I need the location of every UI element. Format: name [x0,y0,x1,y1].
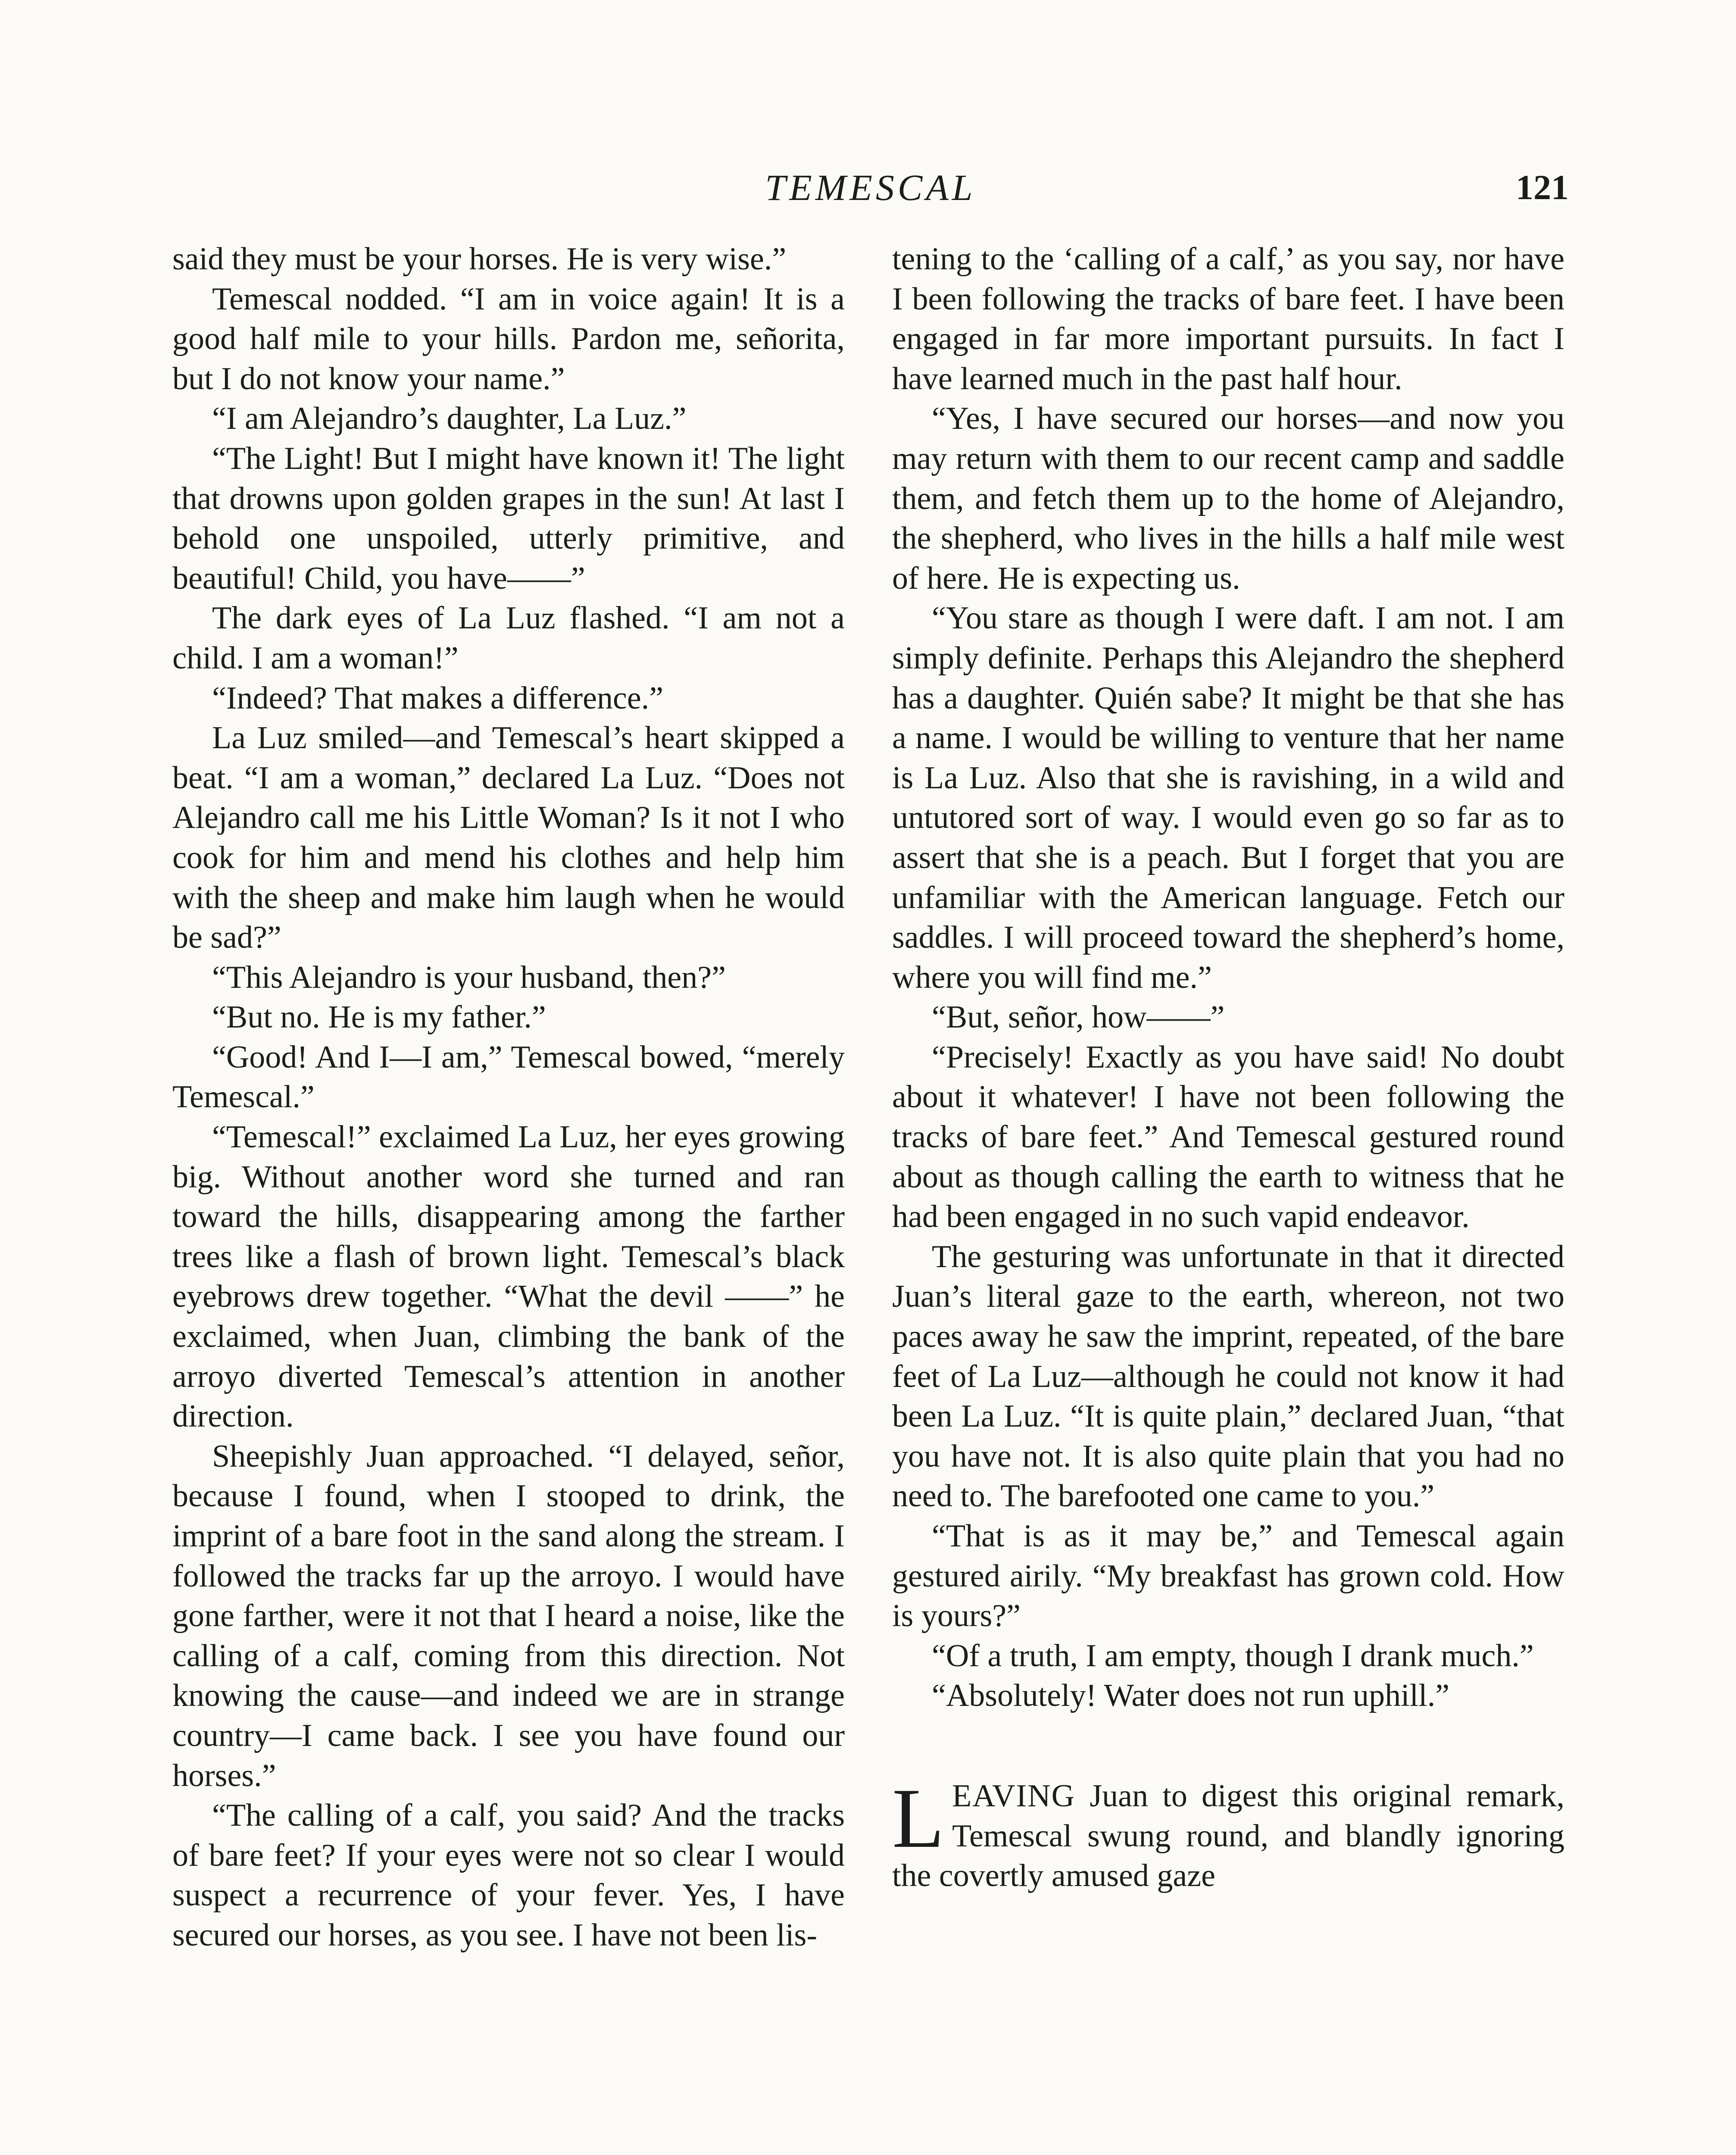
right-column [892,239,1564,1896]
paragraph: “Of a truth, I am empty, though I drank much.” [932,1638,1534,1674]
section-opening-paragraph [892,1771,1564,1896]
paragraph: tening to the ‘calling of a calf,’ as you say, nor have I been following the tracks of bare feet. I have been engaged in far more important pursuits. In fact I have learned much in the past half hour. [892,241,1564,397]
paragraph: “The Light! But I might have known it! The light that drowns upon golden grapes in the sun! At last I behold one unspoiled, utterly primitive, and beautiful! Child, you have——” [172,440,845,596]
drop-cap: L [892,1771,944,1865]
paragraph: “But, señor, how——” [932,999,1225,1035]
paragraph: “You stare as though I were daft. I am not. I am simply definite. Perhaps this Alejandro the shepherd has a daughter. Quién sabe? It might be that she has a name. I would be willing to venture that her name is La Luz. Also that she is ravishing, in a wild and untutored sort of way. I would even go so far as to assert that she is a peach. But I forget that you are unfamiliar with the American language. Fetch our saddles. I will proceed toward the shepherd’s home, where you will find me.” [892,600,1564,995]
paragraph: “This Alejandro is your husband, then?” [212,959,726,995]
paragraph: said they must be your horses. He is very wise.” [172,241,787,277]
section-break-block [892,1771,1564,1896]
paragraph: “I am Alejandro’s daughter, La Luz.” [212,401,687,437]
small-caps-lead: EAVING [952,1778,1076,1814]
paragraph: “Temescal!” exclaimed La Luz, her eyes growing big. Without another word she turned and ran toward the hills, disappearing among the farther trees like a flash of brown light. Temescal’s black eyebrows drew together. “What the devil ——” he exclaimed, when Juan, climbing the bank of the arroyo diverted Temescal’s attention in another direction. [172,1119,845,1434]
running-title: TEMESCAL [765,167,976,208]
page-header [172,164,1569,211]
paragraph: The gesturing was unfortunate in that it directed Juan’s literal gaze to the earth, whereon, not two paces away he saw the imprint, repeated, of the bare feet of La Luz—although he could not know it had been La Luz. “It is quite plain,” declared Juan, “that you have not. It is also quite plain that you had no need to. The barefooted one came to you.” [892,1239,1564,1514]
paragraph: The dark eyes of La Luz flashed. “I am not a child. I am a woman!” [172,600,845,676]
paragraph: “Yes, I have secured our horses—and now you may return with them to our recent camp and saddle them, and fetch them up to the home of Alejandro, the shepherd, who lives in the hills a half mile west of here. He is expecting us. [892,401,1564,596]
paragraph: Sheepishly Juan approached. “I delayed, señor, because I found, when I stooped to drink, the imprint of a bare foot in the sand along the stream. I followed the tracks far up the arroyo. I would have gone farther, were it not that I heard a noise, like the calling of a calf, coming from this direction. Not knowing the cause—and indeed we are in strange country—I came back. I see you have found our horses.” [172,1438,845,1793]
paragraph: “Absolutely! Water does not run uphill.” [932,1678,1450,1714]
left-column [172,239,845,1955]
paragraph: “That is as it may be,” and Temescal again gestured airily. “My breakfast has grown cold. How is yours?” [892,1518,1564,1634]
page-number: 121 [1516,168,1569,207]
paragraph: La Luz smiled—and Temescal’s heart skipped a beat. “I am a woman,” declared La Luz. “Does not Alejandro call me his Little Woman? Is it not I who cook for him and mend his clothes and help him with the sheep and make him laugh when he would be sad?” [172,720,845,956]
paragraph: “But no. He is my father.” [212,999,546,1035]
paragraph: “Precisely! Exactly as you have said! No doubt about it whatever! I have not been following the tracks of bare feet.” And Temescal gestured round about as though calling the earth to witness that he had been engaged in no such vapid endeavor. [892,1039,1564,1235]
paragraph: Temescal nodded. “I am in voice again! It is a good half mile to your hills. Pardon me, señorita, but I do not know your name.” [172,281,845,397]
paragraph: “Indeed? That makes a difference.” [212,680,664,716]
section-text: Juan to digest this original remark, Temescal swung round, and blandly ignoring the covertly amused gaze [892,1778,1564,1894]
paragraph: “The calling of a calf, you said? And the tracks of bare feet? If your eyes were not so clear I would suspect a recurrence of your fever. Yes, I have secured our horses, as you see. I have not been lis- [172,1798,845,1953]
paragraph: “Good! And I—I am,” Temescal bowed, “merely Temescal.” [172,1039,845,1115]
